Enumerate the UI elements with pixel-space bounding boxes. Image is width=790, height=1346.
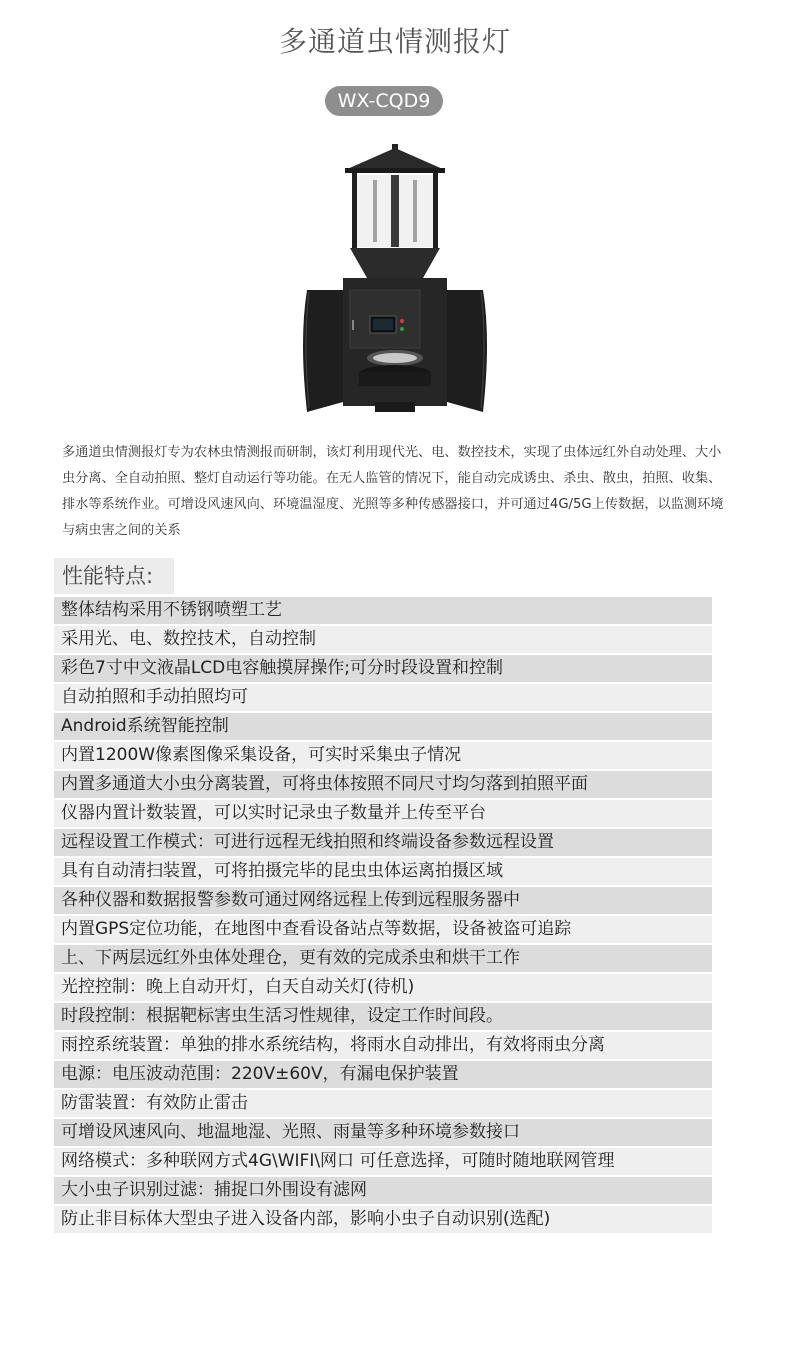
feature-item: 时段控制：根据靶标害虫生活习性规律，设定工作时间段。 (54, 1003, 712, 1030)
feature-item: Android系统智能控制 (54, 713, 712, 740)
feature-item: 采用光、电、数控技术，自动控制 (54, 626, 712, 653)
feature-item: 具有自动清扫装置，可将拍摄完毕的昆虫虫体运离拍摄区域 (54, 858, 712, 885)
model-badge: WX-CQD9 (325, 86, 443, 116)
feature-item: 大小虫子识别过滤：捕捉口外围设有滤网 (54, 1177, 712, 1204)
feature-item: 防止非目标体大型虫子进入设备内部，影响小虫子自动识别(选配) (54, 1206, 712, 1233)
feature-item: 光控控制：晚上自动开灯，白天自动关灯(待机) (54, 974, 712, 1001)
feature-item: 彩色7寸中文液晶LCD电容触摸屏操作;可分时段设置和控制 (54, 655, 712, 682)
feature-item: 防雷装置：有效防止雷击 (54, 1090, 712, 1117)
page-title: 多通道虫情测报灯 (278, 25, 511, 58)
feature-item: 电源：电压波动范围：220V±60V，有漏电保护装置 (54, 1061, 712, 1088)
feature-item: 可增设风速风向、地温地湿、光照、雨量等多种环境参数接口 (54, 1119, 712, 1146)
feature-item: 远程设置工作模式：可进行远程无线拍照和终端设备参数远程设置 (54, 829, 712, 856)
feature-item: 内置1200W像素图像采集设备，可实时采集虫子情况 (54, 742, 712, 769)
feature-item: 各种仪器和数据报警参数可通过网络远程上传到远程服务器中 (54, 887, 712, 914)
feature-item: 雨控系统装置：单独的排水系统结构，将雨水自动排出，有效将雨虫分离 (54, 1032, 712, 1059)
features-heading: 性能特点: (54, 558, 174, 594)
feature-item: 上、下两层远红外虫体处理仓，更有效的完成杀虫和烘干工作 (54, 945, 712, 972)
feature-item: 仪器内置计数装置，可以实时记录虫子数量并上传至平台 (54, 800, 712, 827)
feature-item: 网络模式：多种联网方式4G\WIFI\网口 可任意选择，可随时随地联网管理 (54, 1148, 712, 1175)
product-description: 多通道虫情测报灯专为农林虫情测报而研制，该灯利用现代光、电、数控技术，实现了虫体远红外自动处理、大小虫分离、全自动拍照、整灯自动运行等功能。在无人监管的情况下，能自动完成诱虫、杀虫、散虫，拍照、收集、排水等系统作业。可增设风速风向、环境温湿度、光照等多种传感器接口，并可通过4G/5G上传数据，以监测环境与病虫害之间的关系 (62, 445, 724, 538)
feature-item: 内置多通道大小虫分离装置，可将虫体按照不同尺寸均匀落到拍照平面 (54, 771, 712, 798)
feature-item: 内置GPS定位功能，在地图中查看设备站点等数据，设备被盗可追踪 (54, 916, 712, 943)
feature-item: 整体结构采用不锈钢喷塑工艺 (54, 597, 712, 624)
product-image (295, 140, 495, 420)
features-list (54, 597, 712, 1235)
feature-item: 自动拍照和手动拍照均可 (54, 684, 712, 711)
